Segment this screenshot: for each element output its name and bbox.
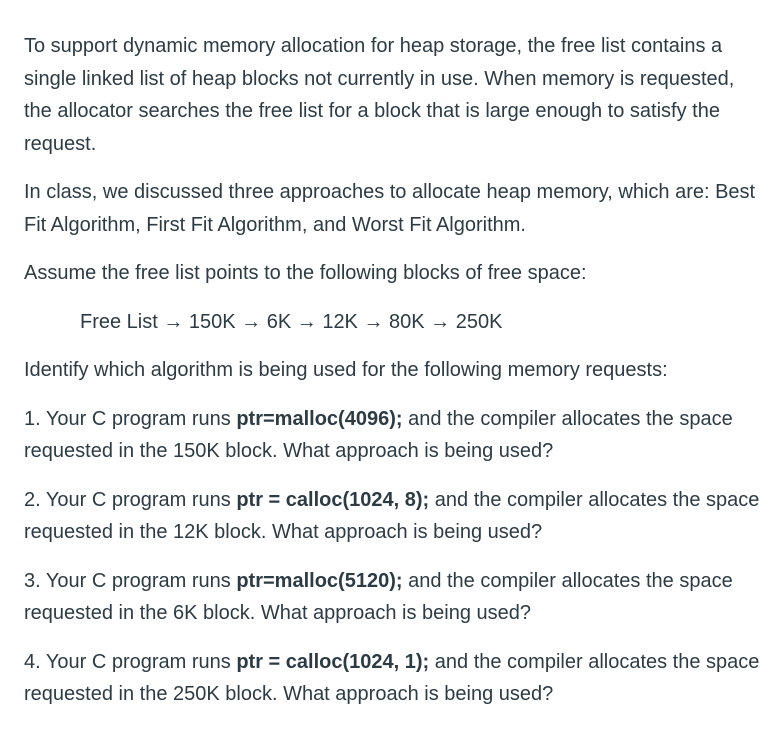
- question-3: [24, 565, 761, 630]
- code-snippet: ptr = calloc(1024, 1);: [236, 650, 430, 673]
- question-1: [24, 403, 761, 468]
- intro-paragraph: To support dynamic memory allocation for heap storage, the free list contains a single linked list of heap blocks not currently in use. When memory is requested, the allocator searches the free list for a block that is large enough to satisfy the request.: [24, 35, 735, 155]
- question-text: and the compiler allocates the space requested in the 150K block. What approach is being used?: [24, 407, 733, 462]
- code-snippet: ptr=malloc(5120);: [236, 569, 403, 592]
- question-2: [24, 484, 761, 549]
- assumption-paragraph: Assume the free list points to the following blocks of free space:: [24, 262, 587, 284]
- question-text: and the compiler allocates the space requested in the 250K block. What approach is being used?: [24, 650, 760, 705]
- approaches-paragraph: In class, we discussed three approaches to allocate heap memory, which are: Best Fit Algorithm, First Fit Algorithm, and Worst Fit Algorithm.: [24, 181, 756, 236]
- question-4: [24, 646, 761, 711]
- code-snippet: ptr = calloc(1024, 8);: [236, 488, 430, 511]
- question-text: 3. Your C program runs: [24, 569, 237, 592]
- code-snippet: ptr=malloc(4096);: [236, 407, 403, 430]
- question-text: 2. Your C program runs: [24, 488, 237, 511]
- instruction-paragraph: Identify which algorithm is being used for the following memory requests:: [24, 359, 668, 381]
- free-list-line: Free List → 150K → 6K → 12K → 80K → 250K: [80, 310, 503, 333]
- question-text: 4. Your C program runs: [24, 650, 237, 673]
- question-text: and the compiler allocates the space requested in the 12K block. What approach is being used?: [24, 488, 760, 543]
- question-text: 1. Your C program runs: [24, 407, 237, 430]
- question-text: and the compiler allocates the space requested in the 6K block. What approach is being used?: [24, 569, 733, 624]
